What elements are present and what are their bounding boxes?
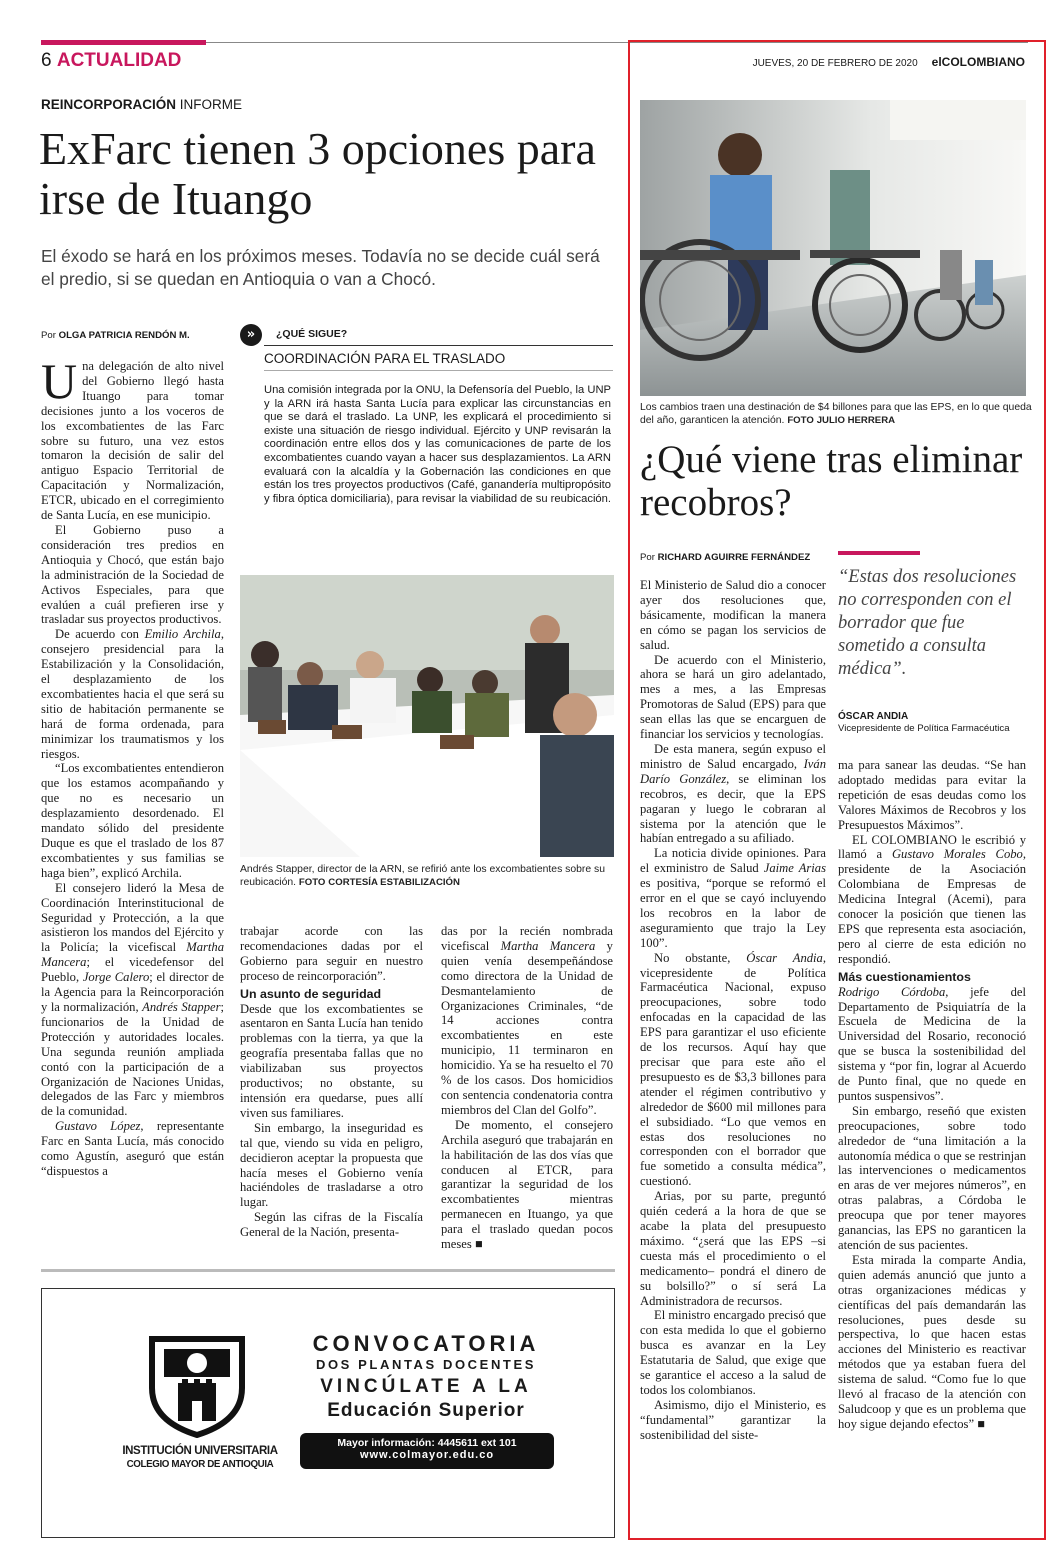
institution-name-1: INSTITUCIÓN UNIVERSITARIA: [122, 1445, 278, 1457]
ad-line-2: DOS PLANTAS DOCENTES: [315, 1357, 537, 1372]
right-end-mark: ■: [977, 1416, 985, 1431]
section-rule: [41, 40, 206, 45]
box-rule-2: [264, 370, 613, 371]
box-rule: [264, 345, 613, 346]
quote-rule: [838, 551, 920, 555]
rc2-p4: Sin embargo, reseñó que existen preocupaciones, sobre todo alrededor de “una limitación a la autonomía médica o que se restrinjan las intervenciones o medicamentos en aras de ver mejores números”, en otras palabras, a Córdoba le preocupa que por tener mayores ganancias, las EPS no garanticen la atención de sus pacientes.: [838, 1103, 1026, 1252]
byline-prefix: Por: [41, 330, 56, 341]
rc1-p6: Arias, por su parte, preguntó quién cederá a la hora de que se acabe la plata del presupuesto máximo. “¿será que las EPS –si cuesta más el procedimiento o el medicamento– pondrá el dinero de su bolsillo?” o sí será La Administradora de recursos.: [640, 1189, 826, 1308]
quote-author: ÓSCAR ANDIA: [838, 711, 909, 722]
col1-p2: El Gobierno puso a consideración tres predios en Antioquia y Chocó, que están bajo la administración de la Sociedad de Activos Especiales, para que evalúen a cuál prefieren irse y trasladar sus proyectos productivos.: [41, 522, 224, 627]
chevron-icon: »: [240, 324, 262, 346]
rc1-p2: De acuerdo con el Ministerio, ahora se hará un giro adelantado, mes a mes, a las Empresas Promotoras de Salud (EPS) para que sean ellas las que se encarguen de financiar los servicios y tecnologías.: [640, 652, 826, 742]
page-header-left: [41, 50, 181, 72]
brand-prefix: el: [931, 55, 942, 69]
institution-name-2: COLEGIO MAYOR DE ANTIOQUIA: [126, 1459, 274, 1470]
col1-first: na delegación de alto nivel del Gobierno llegó hasta Ituango para tomar decisiones junto a los voceros de los excombatientes de las Farc sobre su futuro, una vez estos tomaron la decisión de salir del antiguo Espacio Territorial de Capacitación y Normalización, ETCR, ubicado en el corregimiento de Santa Lucía, en ese municipio.: [41, 359, 224, 523]
col2-p2: Desde que los excombatientes se asentaron en Santa Lucía han tenido problemas con la tierra, ya que la geografía presentaba fallas que no viabilizaban sus proyectos productivos; no obstante, su intensión era quedarse, pues allí viven sus familiares.: [240, 1001, 423, 1120]
hospital-credit-label: FOTO: [787, 414, 814, 426]
meeting-photo: [240, 575, 614, 857]
left-column-3: [441, 924, 613, 1252]
box-title: COORDINACIÓN PARA EL TRASLADO: [264, 351, 506, 366]
col1-p3: De acuerdo con Emilio Archila, consejero presidencial para la Estabilización y la Consolidación, el desplazamiento de los excombatientes hacia el que será su sitio de habitación permanente se hará de forma ordenada, para minimizar los traumatismos y los riesgos.: [41, 627, 224, 761]
col1-p5: El consejero lideró la Mesa de Coordinación Interinstitucional de Seguridad y Protección, a la que asistieron los mandos del Ejército y la Policía; la vicefiscal Martha Mancera; el vicedefensor del Pueblo, Jorge Calero; el director de la Agencia para la Reincorporación y la normalización, Andrés Stapper; funcionarios de la Unidad de Protección y autoridades locales. Una segunda reunión ampliada contó con la participación de a Organización de Naciones Unidas, delegados de las Farc y miembros de la comunidad.: [41, 880, 224, 1119]
quote-role: Vicepresidente de Política Farmacéutica: [838, 723, 1010, 734]
hospital-photo: [640, 100, 1026, 396]
left-deck: El éxodo se hará en los próximos meses. Todavía no se decide cuál será el predio, si se quedan en Antioquia o van a Chocó.: [41, 246, 600, 289]
meeting-photo-illustration: [240, 575, 614, 857]
drop-cap: U: [41, 353, 78, 409]
issue-date: JUEVES, 20 DE FEBRERO DE 2020: [752, 58, 918, 69]
rc2-p1: ma para sanear las deudas. “Se han adoptado medidas para evitar la repetición de esas deudas como los Valores Máximos de Recobros y los Presupuestos Máximos”.: [838, 758, 1026, 832]
rc2-p2: EL COLOMBIANO le escribió y llamó a Gustavo Morales Cobo, presidente de la Asociación Colombiana de Empresas de Medicina Integral (Acemi), para conocer la posición que tienen las EPS que representa esta asociación, pero al cierre de esta edición no respondió.: [838, 832, 1026, 966]
ad-line-4: Educación Superior: [327, 1400, 525, 1421]
col3-p1: das por la recién nombrada vicefiscal Martha Mancera y quien venía desempeñándose como directora de la Unidad de Desmantelamiento de Organizaciones Criminales, “de 14 acciones contra excombatientes en este municipio, 11 terminaron en homicidio. Ya se ha resuelto el 70 % de los casos. Dos homicidios con sentencia condenatoria contra miembros del Clan del Golfo”.: [441, 924, 613, 1117]
photo-credit: CORTESÍA ESTABILIZACIÓN: [328, 876, 460, 888]
col1-p6: Gustavo López, representante Farc en Santa Lucía, más conocido como Agustín, aseguró que están “dispuestos a: [41, 1119, 224, 1178]
hospital-photo-caption: Los cambios traen una destinación de $4 billones para que las EPS, en lo que queda del año, garanticen la atención. FOTO JULIO HERRERA: [640, 402, 1032, 426]
rc1-p1: El Ministerio de Salud dio a conocer ayer dos resoluciones que, básicamente, modifican la manera en cómo se pagan los servicios de salud.: [640, 578, 826, 652]
box-kicker: ¿QUÉ SIGUE?: [276, 328, 348, 340]
hospital-photo-illustration: [640, 100, 1026, 396]
photo-credit-label: FOTO: [298, 876, 326, 888]
end-mark: ■: [474, 1237, 483, 1252]
ad-website: www.colmayor.edu.co: [359, 1449, 495, 1461]
left-byline: [41, 330, 190, 341]
left-column-2: [240, 924, 423, 1240]
rc1-p7: El ministro encargado precisó que con esta medida lo que el gobierno busca es avanzar en la Ley Estatutaria de Salud, que exige que se garantice el acceso a la salud de todos los colombianos.: [640, 1308, 826, 1397]
ad-contact: Mayor información: 4445611 ext 101: [337, 1437, 517, 1449]
col2-p4: Según las cifras de la Fiscalía General de la Nación, presenta-: [240, 1210, 423, 1240]
left-headline: ExFarc tienen 3 opciones para irse de Ituango: [39, 123, 596, 224]
section-name: ACTUALIDAD: [56, 50, 182, 71]
kicker-bold: REINCORPORACIÓN: [41, 97, 177, 112]
kicker-light: INFORME: [179, 97, 243, 112]
col3-p2: De momento, el consejero Archila aseguró que trabajarán en la habilitación de las dos vías que conducen al ETCR, para garantizar la seguridad de los excombatientes mientras permanecen en Ituango, ya que para el traslado quedan pocos meses ■: [441, 1117, 613, 1252]
meeting-photo-caption: Andrés Stapper, director de la ARN, se refirió ante los excombatientes sobre su reubicación. FOTO CORTESÍA ESTABILIZACIÓN: [240, 864, 606, 888]
left-column-1: [41, 353, 224, 1179]
ad-contact-box[interactable]: [300, 1433, 554, 1469]
col2-subhead: Un asunto de seguridad: [240, 986, 382, 1001]
ad-line-3: VINCÚLATE A LA: [320, 1376, 532, 1397]
rc1-p3: De esta manera, según expuso el ministro de Salud encargado, Iván Darío González, se eliminan los recobros, es decir, que la EPS pagaran y luego le cobraran al sistema por la atención que le habían entregado a su afiliado.: [640, 741, 826, 846]
col1-p4: “Los excombatientes entendieron que los estamos acompañando y que no es necesario un desplazamiento desordenado. El mandato sólido del presidente Duque es que el traslado de los 87 excombatientes y sus familias se haga bien”, explicó Archila.: [41, 761, 224, 880]
col2-p3: Sin embargo, la inseguridad es tal que, viendo su vida en peligro, decidieron aceptar la propuesta que hacía meses el Gobierno venía haciéndoles de trasladarse a otro lugar.: [240, 1120, 423, 1210]
page-number: 6: [41, 50, 52, 71]
right-headline: ¿Qué viene tras eliminar recobros?: [640, 438, 1023, 524]
ad-top-rule: [41, 1269, 615, 1272]
brand-name: COLOMBIANO: [941, 55, 1025, 69]
rc1-p5: No obstante, Óscar Andia, vicepresidente de Política Farmacéutica Nacional, expuso preocupaciones, sobre todo enfocadas en la capacidad de las EPS para garantizar el uso eficiente de los recursos. Aquí hay que precisar que para este año el presupuesto es de $3,3 billones para atender el régimen contributivo y alrededor de $600 mil millones para el subsidiado. “Lo que vemos en estas dos resoluciones no corresponden con el borrador que fue sometido a consulta médica”, cuestionó.: [640, 950, 826, 1189]
ad-frame: [41, 1288, 615, 1538]
rc1-p8: Asimismo, dijo el Ministerio, es “fundamental” garantizar la sostenibilidad del siste-: [640, 1397, 826, 1442]
byline-author: OLGA PATRICIA RENDÓN M.: [58, 330, 190, 341]
rc2-subhead: Más cuestionamientos: [838, 969, 971, 984]
right-column-1: [640, 578, 826, 1443]
hospital-credit: JULIO HERRERA: [816, 414, 896, 426]
rc2-p5: Esta mirada la comparte Andia, quien además anunció que junto a otras organizaciones médicas y científicas del país demandarán las resoluciones, pues desde su perspectiva, lo que hacen estas acciones del Ministerio es reactivar métodos que ya estaban fuera del sistema de salud. “Como fue lo que llevó al fracaso de la atención con Saludcoop y que es un problema que hoy sigue dejando efectos” ■: [838, 1252, 1026, 1431]
rc1-p4: La noticia divide opiniones. Para el exministro de Salud Jaime Arias es positiva, “porque se reformó el error en el que se cayó incluyendo los recobros en la labor de aseguramiento que trajo la Ley 100”.: [640, 846, 826, 950]
rc2-p3: Rodrigo Córdoba, jefe del Departamento de Psiquiatría de la Escuela de Medicina de la Universidad del Rosario, reconoció que se busca la sostenibilidad del sistema y “por fin, lograr al Acuerdo de Punto final, que no quede en puntos suspensivos”.: [838, 984, 1026, 1103]
col2-p1: trabajar acorde con las recomendaciones dadas por el Gobierno para seguir en nuestro proceso de reincorporación”.: [240, 924, 423, 983]
right-byline-author: RICHARD AGUIRRE FERNÁNDEZ: [657, 552, 811, 563]
college-shield-icon: [142, 1333, 252, 1438]
right-column-2: [838, 758, 1026, 1432]
pull-quote: “Estas dos resoluciones no corresponden con el borrador que fue sometido a consulta médica”.: [838, 567, 1017, 679]
left-kicker: [41, 97, 242, 112]
right-byline: Por RICHARD AGUIRRE FERNÁNDEZ: [640, 552, 811, 563]
box-text: Una comisión integrada por la ONU, la Defensoría del Pueblo, la UNP y la ARN irá hasta Santa Lucía para explicar las circunstancias en que se dará el traslado. La UNP, les explicará el procedimiento si existe una situación de riesgo individual. Ejército y UNP revisarán la coordinación entre ellos dos y las comunicaciones de parte de los excombatientes cuando vayan a hacer sus desplazamientos. La ARN evaluará con la alcaldía y la Gobernación las condiciones en que están los tres proyectos productivos (Café, ganandería multipropósito y fibra óptica domiciliaria), para revisar la viabilidad de su reubicación.: [264, 384, 611, 505]
ad-line-1: CONVOCATORIA: [312, 1331, 540, 1356]
